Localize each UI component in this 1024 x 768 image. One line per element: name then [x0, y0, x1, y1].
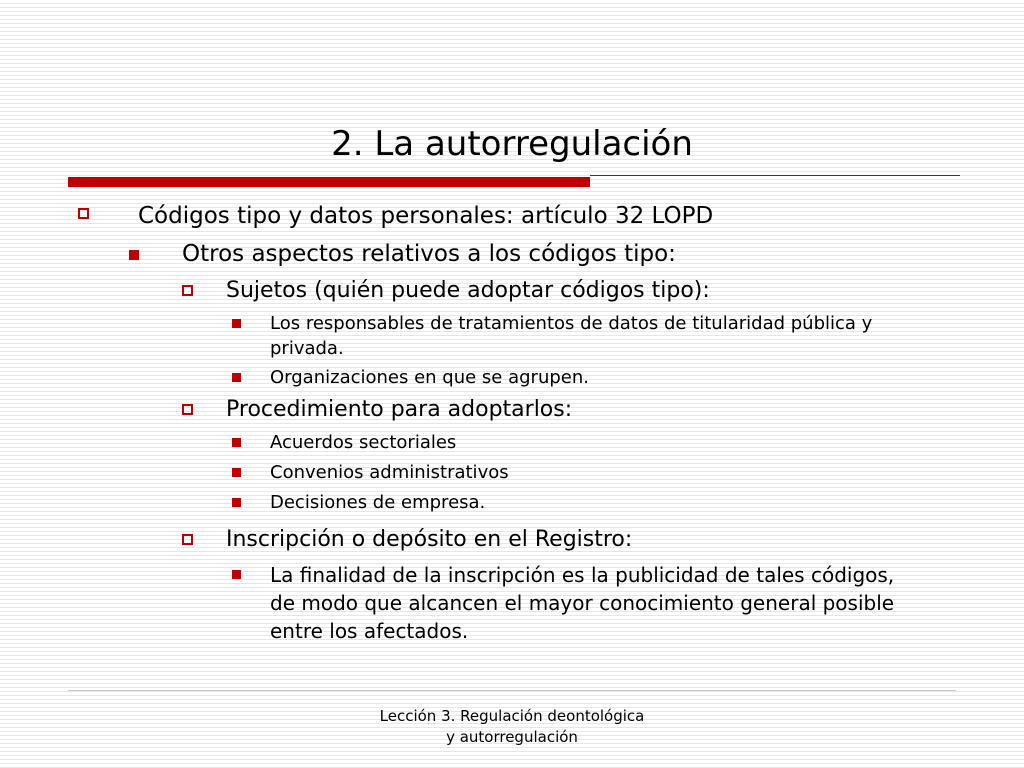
- filled-square-bullet-icon: [232, 438, 241, 447]
- title-accent-bar: [68, 177, 590, 187]
- bullet-level3: Procedimiento para adoptarlos:: [226, 397, 573, 422]
- hollow-square-bullet-icon: [182, 285, 193, 296]
- bullet-level4: Acuerdos sectoriales: [270, 432, 457, 453]
- bullet-level4: Convenios administrativos: [270, 462, 509, 483]
- filled-square-bullet-icon: [232, 319, 241, 328]
- bullet-level2: Otros aspectos relativos a los códigos tipo:: [182, 241, 676, 267]
- filled-square-bullet-icon: [232, 373, 241, 382]
- footer-line-2: y autorregulación: [446, 728, 578, 746]
- bullet-level3: Sujetos (quién puede adoptar códigos tipo):: [226, 278, 710, 303]
- bullet-level4: Decisiones de empresa.: [270, 492, 486, 513]
- bullet-level3: Inscripción o depósito en el Registro:: [226, 527, 633, 552]
- footer-divider: [68, 690, 956, 691]
- hollow-square-bullet-icon: [182, 534, 193, 545]
- title-accent-line: [590, 175, 960, 176]
- bullet-level1: Códigos tipo y datos personales: artículo 32 LOPD: [138, 203, 714, 229]
- filled-square-bullet-icon: [232, 570, 241, 579]
- filled-square-bullet-icon: [232, 468, 241, 477]
- bullet-level4: Organizaciones en que se agrupen.: [270, 367, 589, 388]
- bullet-level4: La finalidad de la inscripción es la publicidad de tales códigos, de modo que alcancen el mayor conocimiento general posible entre los afectados.: [270, 563, 895, 643]
- filled-square-bullet-icon: [232, 498, 241, 507]
- footer-line-1: Lección 3. Regulación deontológica: [379, 707, 645, 725]
- bullet-level4: Los responsables de tratamientos de datos de titularidad pública y privada.: [270, 313, 873, 359]
- hollow-square-bullet-icon: [78, 208, 89, 219]
- filled-square-bullet-icon: [129, 250, 139, 260]
- slide-title: 2. La autorregulación: [331, 124, 693, 164]
- hollow-square-bullet-icon: [182, 404, 193, 415]
- slide-footer: [340, 706, 684, 748]
